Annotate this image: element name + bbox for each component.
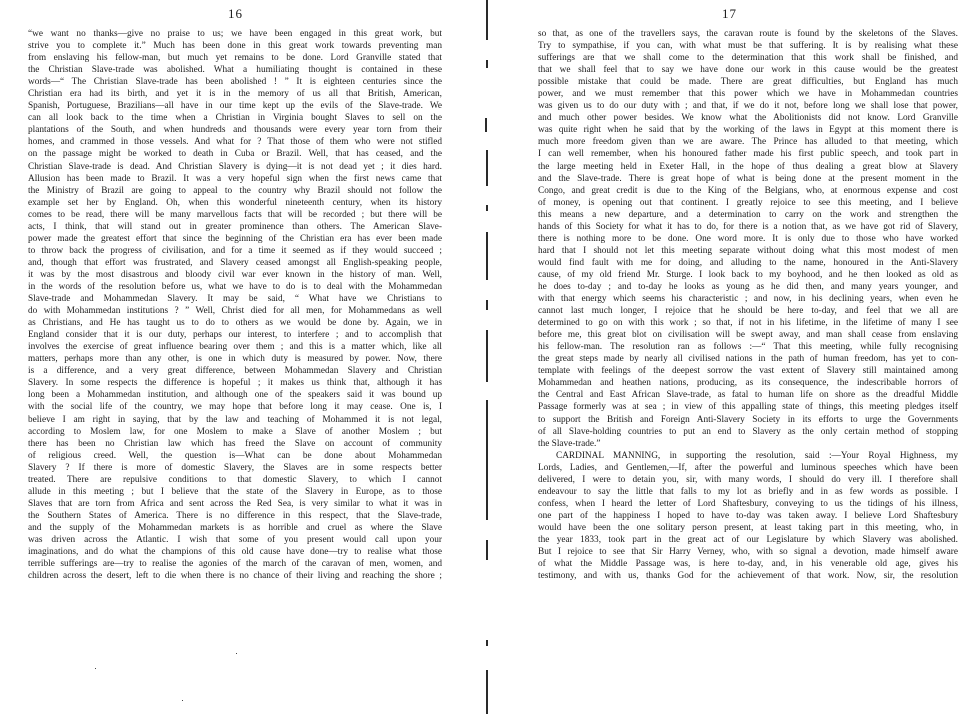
text-line: of religious creed. Well, the question is—What can be done about Mohammedan: [28, 450, 442, 461]
text-line: Slave-trade and Mohammedan Slavery. It may be said, “ What have we Christians to: [28, 294, 442, 305]
text-line: delivered, I were to detain you, sir, with many words, I should do very ill. I therefore shall: [538, 474, 958, 485]
right-page: [490, 0, 980, 714]
text-line: from enslaving his fellow-man, but much yet remains to be done. Lord Granville stated that: [28, 53, 442, 64]
text-line: strive you to complete it.” Much has been done in this great work towards preventing man: [28, 41, 442, 52]
text-line: hard that I should not let this meeting separate without doing what this most modest of men: [538, 245, 958, 256]
text-line: there has been no Christian law which has freed the Slave on account of community: [28, 438, 442, 449]
text-line: Christian era had its birth, and yet it is in the memory of us all that British, American,: [28, 89, 442, 100]
text-line: before me, this great blot on civilisation will be swept away, and man shall cease from enslaving: [538, 330, 958, 341]
text-line: it was by the most disastrous and bloody civil war ever known in the history of man. Well,: [28, 269, 442, 280]
text-line: template with feelings of the deepest sorrow the vast extent of Slavery still maintained among: [538, 366, 958, 377]
page-number: 17: [722, 6, 737, 21]
text-line: to support the British and Foreign Anti-Slavery Society in its efforts to urge the Governments: [538, 414, 958, 425]
page-body-text: [28, 28, 442, 582]
text-line: and, though that effort was frustrated, and Slavery ceased amongst all English-speaking people,: [28, 257, 442, 268]
text-line: involves the exercise of great influence bearing over them ; and this is a matter which, like all: [28, 342, 442, 353]
text-line: acts, I think, that will stand out in greater prominence than others. The American Slave-: [28, 221, 442, 232]
text-line: the large meeting held in Exeter Hall, in the hope of thus dealing a great blow at Slavery: [538, 161, 958, 172]
text-line: comes to be read, there will be many marvellous facts that will be recorded ; but there will be: [28, 209, 442, 220]
text-line: confess, when I heard the letter of Lord Shaftesbury, conveying to us the tidings of his illness,: [538, 498, 958, 509]
text-line: Slavery. In some respects the difference is hopeful ; it makes us think that, although it has: [28, 378, 442, 389]
text-line: example set her by England. Oh, when this wonderful nineteenth century, when its history: [28, 197, 442, 208]
text-line: the Christian Slave-trade was abolished. What a humiliating thought is contained in these: [28, 65, 442, 76]
text-line: matters, perhaps more than any other, is one in which duty is measured by power. Now, there: [28, 354, 442, 365]
text-line: the great steps made by nearly all civilised nations in the path of human freedom, has yet to con-: [538, 354, 958, 365]
text-line: the Slave-trade.”: [538, 438, 601, 449]
text-line: determined to go on with this work ; so that, if not in his lifetime, in the lifetime of many I see: [538, 318, 958, 329]
text-line: is a difference, and a very great difference, between Mohammedan Slavery and Christian: [28, 366, 442, 377]
text-line: there is nothing more to be done. One word more. It is only due to those who have worked: [538, 233, 958, 244]
text-line: believe I am right in saying, that by the law and teaching of Mohammed it is not legal,: [28, 414, 442, 425]
text-line: can all look back to the time when a Christian in Virginia bought Slaves to sell on the: [28, 113, 442, 124]
text-line: England consider that it is our duty, perhaps our interest, to interfere ; and to accomplish that: [28, 330, 442, 341]
text-line: with the social life of the country, we may hope that before long it may cease. One is, I: [28, 402, 442, 413]
text-line: to throw back the progress of civilisation, and for a time it seemed as if they would succeed ;: [28, 245, 442, 256]
text-line: Slavery ? If there is more of domestic Slavery, the Slaves are in some respects better: [28, 462, 442, 473]
text-line: Passage formerly was at sea ; in view of this appalling state of things, this meeting pledges itself: [538, 402, 958, 413]
text-line: homes, and crammed in those vessels. And what for ? That those of them who were not stifled: [28, 137, 442, 148]
text-line: the Central and East African Slave-trade, as fatal to human life on shore as the dreadful Middle: [538, 390, 958, 401]
text-line: would find fault with me for doing, and alluding to the name, honoured in the Anti-Slavery: [538, 257, 958, 268]
text-line: do with Mohammedan institutions ? ” Well, Christ died for all men, for Mohammedans as well: [28, 306, 442, 317]
text-line: and the Slave-trade. There is great hope of what is being done at the present moment in the: [538, 173, 958, 184]
text-line: and the supply of the Mohammedan markets is as horrible and cruel as where the Slave: [28, 522, 442, 533]
text-line: power made the greatest effort that since the beginning of the Christian era has ever been made: [28, 233, 442, 244]
text-line: sufferings are that we shall come to the determination that this work shall be finished, and: [538, 53, 958, 64]
text-line: as Christians, and He has taught us to do to others as we would be done by. Again, we in: [28, 318, 442, 329]
text-line: in the words of the resolution before us, what we have to do is to deal with the Mohammedan: [28, 281, 442, 292]
text-line: with that energy which seems his characteristic ; and now, in his declining years, when even he: [538, 294, 958, 305]
text-line: this means a new departure, and a determination to carry on the work and strengthen the: [538, 209, 958, 220]
text-line: on the passage might be worked to death in Cuba or Brazil. Well, that has ceased, and the: [28, 149, 442, 160]
text-line: his fellow-man. The resolution ran as follows :—“ That this meeting, while fully recognising: [538, 342, 958, 353]
text-line: cannot last much longer, I rejoice that he should be here to-day, and feel that we all are: [538, 306, 958, 317]
text-line: plantations of the South, and when hundreds and thousands were every year torn from their: [28, 125, 442, 136]
text-line: of money, is opening out that continent. I greatly rejoice to see this meeting, and I believe: [538, 197, 958, 208]
text-line: power, and we must remember that this power which we have in Mohammedan countries: [538, 89, 958, 100]
text-line: was driven across the Atlantic. I wish that some of you present would call upon your: [28, 534, 442, 545]
text-line: long been a Mohammedan institution, and although one of the speakers said it was bound up: [28, 390, 442, 401]
text-line: would have been the one solitary person present, at least taking part in this meeting, who, in: [538, 522, 958, 533]
text-line: hands of this Society for what it has to do, for there is a notion that, as we have got rid of Slavery,: [538, 221, 958, 232]
text-line: of all Slave-holding countries to put an end to Slavery as the only certain method of stopping: [538, 426, 958, 437]
text-line: was given us to do our duty with ; and that, if we do it not, before long we shall lose that power,: [538, 101, 958, 112]
text-line: so that, as one of the travellers says, the caravan route is found by the skeletons of the Slaves.: [538, 29, 958, 39]
page-gutter: [486, 0, 488, 714]
text-line: allude in this meeting ; but I believe that the state of the Slavery in Europe, as to those: [28, 486, 442, 497]
text-line: the year 1833, took part in the great act of our Legislature by which Slavery was abolished.: [538, 534, 958, 545]
page-body-text: [538, 28, 958, 582]
text-line: terrible sufferings are—try to realise the agonies of the march of the caravan of men, women, and: [28, 559, 442, 570]
text-line: Allusion has been made to Brazil. It was a very hopeful sign when the first news came that: [28, 173, 442, 184]
text-line: Spanish, Portuguese, Brazilians—all have in our time kept up the evils of the Slave-trade. We: [28, 101, 442, 112]
text-line: treated. There are repulsive conditions to that domestic Slavery, to which I cannot: [28, 474, 442, 485]
text-line: endeavour to say the little that falls to my lot as briefly and in as few words as possible. I: [538, 486, 958, 497]
text-line: Slaves that are torn from Africa and sent across the Red Sea, is very similar to what it was in: [28, 498, 442, 509]
text-line: “we want no thanks—give no praise to us; we have been engaged in this great work, but: [28, 29, 442, 39]
text-line: But I rejoice to see that Sir Harry Verney, who, with so signal a devotion, made himself aware: [538, 547, 958, 558]
text-line: Mohammedan and heathen nations, producing, as its consequence, the indescribable horrors of: [538, 378, 958, 389]
text-line: cause, of my old friend Mr. Sturge. I look back to my boyhood, and he then looked as old as: [538, 269, 958, 280]
text-line: that we shall feel that to say we have done our work in this cause would be the greatest: [538, 65, 958, 76]
page-number: 16: [228, 6, 243, 21]
text-line: children across the desert, left to die when there is no chance of their living and reaching the shore ;: [28, 571, 442, 582]
text-line: he does to-day ; and to-day he looks as young as he did then, and many years younger, and: [538, 281, 958, 292]
text-line: Lords, Ladies, and Gentlemen,—If, after the powerful and luminous speeches which have been: [538, 462, 958, 473]
text-line: testimony, and with us, thanks God for the achievement of that work. Now, sir, the resolution: [538, 571, 958, 582]
text-line: Congo, and great credit is due to the King of the Belgians, who, at enormous expense and cost: [538, 185, 958, 196]
text-line: words—“ The Christian Slave-trade has been abolished ! ” It is eighteen centuries since the: [28, 77, 442, 88]
text-line: one part of the happiness I hoped to have to-day was taken away. I believe Lord Shaftesbury: [538, 510, 958, 521]
text-line: CARDINAL MANNING, in supporting the resolution, said :—Your Royal Highness, my: [556, 450, 958, 461]
text-line: of what the Middle Passage was, is here to-day, and, in his venerable old age, gives his: [538, 559, 958, 570]
text-line: possible mistake that could be made. There are great difficulties, but England has much: [538, 77, 958, 88]
text-line: imaginations, and do what the champions of this old cause have done—try to realise what those: [28, 547, 442, 558]
text-line: was quite right when he said that by the working of the laws in Egypt at this moment there is: [538, 125, 958, 136]
text-line: and much other power besides. We know what the Abolitionists did not know. Lord Granville: [538, 113, 958, 124]
text-line: according to Moslem law, for one Moslem to make a Slave of another Moslem ; but: [28, 426, 442, 437]
text-line: Try to sympathise, if you can, with what must be that suffering. It is by realising what these: [538, 41, 958, 52]
text-line: the Ministry of Brazil are going to appeal to the country why Brazil should not follow the: [28, 185, 442, 196]
text-line: I can well remember, when his honoured father made his first public speech, and took part in: [538, 149, 958, 160]
text-line: Christian Slave-trade is dead. And Christian Slavery is dying—it is not dead yet ; it dies hard.: [28, 161, 442, 172]
text-line: the Southern States of America. There is no difference in this respect, that the Slave-trade,: [28, 510, 442, 521]
text-line: much more freedom given than we are aware. The Prince has alluded to that meeting, which: [538, 137, 958, 148]
